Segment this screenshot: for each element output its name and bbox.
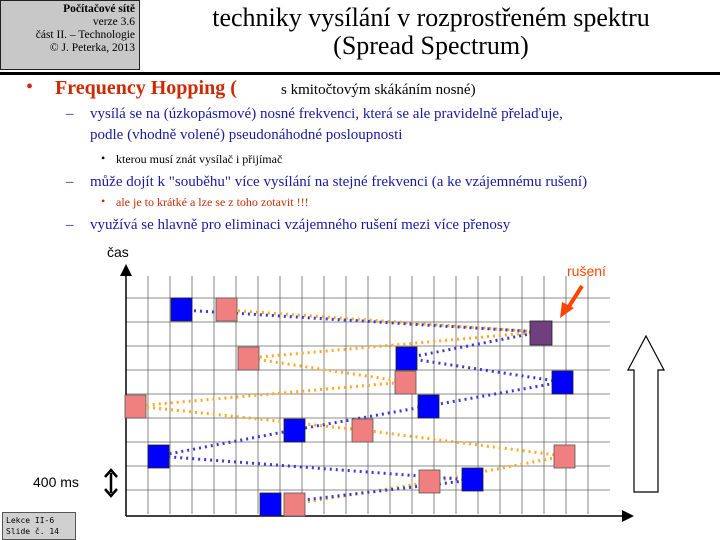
version-label: verze 3.6 xyxy=(92,16,135,28)
part-label: část II. – Technologie xyxy=(35,29,135,41)
time-axis-label: čas xyxy=(107,244,129,260)
grid xyxy=(126,276,610,514)
item3: využívá se hlavně pro eliminaci vzájemného rušení mezi více přenosy xyxy=(90,217,511,233)
item2: může dojít k "souběhu" více vysílání na stejné frekvenci (a ke vzájemnému rušení) xyxy=(90,174,588,190)
slide-number-label: Slide č. 14 xyxy=(6,527,59,536)
item1-line2: podle (vhodně volené) pseudonáhodné posloupnosti xyxy=(90,127,403,143)
time-direction-arrow xyxy=(628,336,664,492)
slide-badge xyxy=(2,512,76,540)
dash-marker-2: – xyxy=(66,174,74,190)
dash-marker-3: – xyxy=(66,217,74,233)
blue-hops xyxy=(148,298,573,516)
item1-line1: vysílá se na (úzkopásmové) nosné frekvenci, která se ale pravidelně přelaďuje, xyxy=(90,106,563,122)
duration-label: 400 ms xyxy=(33,474,79,490)
collision-square xyxy=(530,321,552,345)
interference-label: rušení xyxy=(567,263,606,279)
sub-item-2: ale je to krátké a lze se z toho zotavit !!! xyxy=(116,195,309,209)
sub-item-1: kterou musí znát vysílač i přijímač xyxy=(116,152,283,166)
duration-bracket xyxy=(105,470,117,496)
bullet-marker: • xyxy=(26,76,34,98)
course-name: Počítačové sítě xyxy=(63,3,135,15)
dash-marker-1: – xyxy=(66,106,74,122)
heading-frequency-hopping: Frequency Hopping ( xyxy=(55,77,237,99)
slide-title-line1: techniky vysílání v rozprostřeném spektru xyxy=(212,3,650,32)
sub-bullet-2: • xyxy=(101,194,106,208)
lecture-label: Lekce II-6 xyxy=(6,516,55,525)
blue-hop-path xyxy=(158,310,562,504)
interference-arrow xyxy=(560,286,582,318)
heading-subtitle: s kmitočtovým skákáním nosné) xyxy=(281,82,476,98)
slide-title-line2: (Spread Spectrum) xyxy=(333,31,529,60)
sub-bullet-1: • xyxy=(101,151,106,165)
copyright-label: © J. Peterka, 2013 xyxy=(49,42,135,54)
